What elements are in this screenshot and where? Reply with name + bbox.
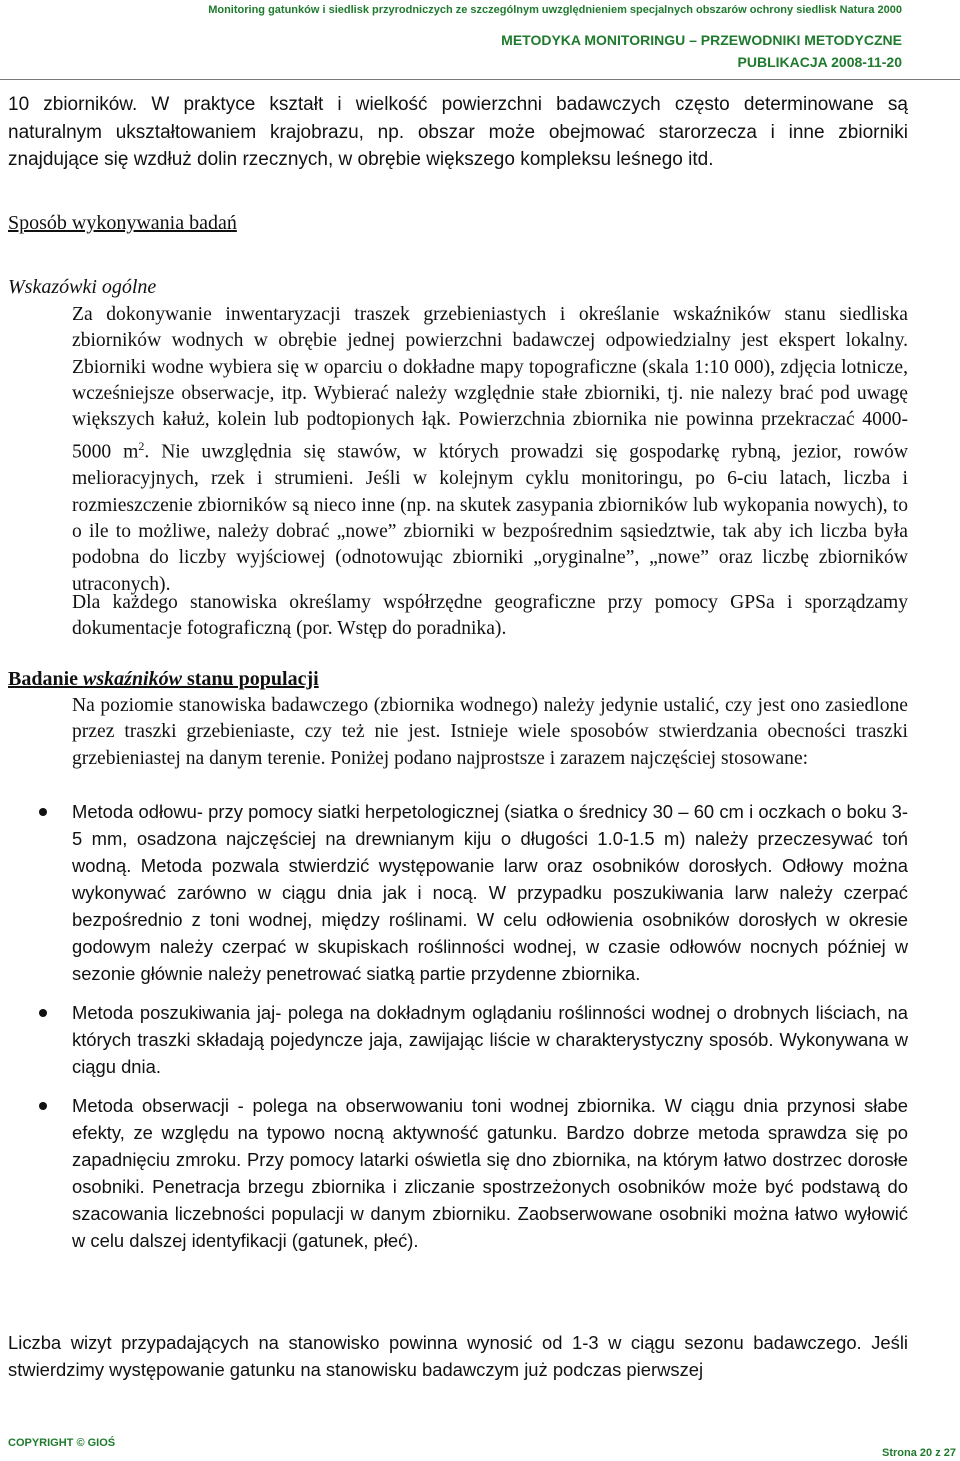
list-item	[8, 1092, 908, 1254]
footer-page-number: Strona 20 z 27	[882, 1447, 956, 1459]
header-publication-date: PUBLIKACJA 2008-11-20	[737, 54, 902, 70]
superscript-2: 2	[138, 439, 145, 454]
closing-paragraph: Liczba wizyt przypadających na stanowisko powinna wynosić od 1-3 w ciągu sezonu badawczego. Jeśli stwierdzimy występowanie gatunku na stanowisku badawczym już podczas pierwszej	[8, 1332, 908, 1380]
general-paragraph-2: Dla każdego stanowiska określamy współrzędne geograficzne przy pomocy GPSa i sporządzamy dokumentacje fotograficzną (por. Wstęp do poradnika).	[72, 592, 908, 640]
header-series-title: Monitoring gatunków i siedlisk przyrodniczych ze szczególnym uwzględnieniem specjalnych obszarów ochrony siedlisk Natura 2000	[208, 4, 902, 16]
method-text: Metoda odłowu- przy pomocy siatki herpetologicznej (siatka o średnicy 30 – 60 cm i oczkach o boku 3-5 mm, osadzona najczęściej na drewnianym kiju o długości 1.0-1.5 m) należy przeczesywać toń wodną. Metoda pozwala stwierdzić występowanie larw oraz osobników dorosłych. Odłowy można wykonywać zarówno w ciągu dnia jak i nocą. W przypadku poszukiwania larw należy czerpać bezpośrednio z toni wodnej, między roślinami. W celu odłowienia osobników dorosłych w okresie godowym należy czerpać w skupiskach roślinności wodnej, w czasie odłowów nocnych później w sezonie głównie należy penetrować siatką partie przydenne zbiornika.	[72, 801, 908, 984]
population-title-part-a: Badanie	[8, 668, 84, 690]
method-text: Metoda obserwacji - polega na obserwowaniu toni wodnej zbiornika. W ciągu dnia przynosi słabe efekty, ze względu na typowo nocną aktywność gatunku. Bardzo dobrze metoda sprawdza się po zapadnięciu zmroku. Przy pomocy latarki oświetla się dno zbiornika, na którym łatwo dostrzec dorosłe osobniki. Penetracja brzegu zbiornika i zliczanie spostrzeżonych osobników może być podstawą do szacowania liczebności populacji w danym zbiorniku. Zaobserwowane osobniki można łatwo wyłowić w celu dalszej identyfikacji (gatunek, płeć).	[72, 1095, 908, 1251]
header-guide-title: METODYKA MONITORINGU – PRZEWODNIKI METODYCZNE	[501, 32, 902, 48]
method-text: Metoda poszukiwania jaj- polega na dokładnym oglądaniu roślinności wodnej o drobnych liściach, na których traszki składają pojedyncze jaja, zawijając liście w charakterystyczny sposób. Wykonywana w ciągu dnia.	[72, 1002, 908, 1077]
methods-list	[8, 798, 908, 1266]
population-section-title	[8, 668, 319, 691]
population-paragraph: Na poziomie stanowiska badawczego (zbiornika wodnego) należy jedynie ustalić, czy jest ono zasiedlone przez traszki grzebieniaste, czy też nie jest. Istnieje wiele sposobów stwierdzania obecności traszki grzebieniastej na danym terenie. Poniżej podano najprostsze i zarazem najczęściej stosowane:	[72, 695, 908, 769]
bullet-icon	[39, 1102, 47, 1110]
footer-copyright: COPYRIGHT © GIOŚ	[8, 1437, 116, 1449]
bullet-icon	[39, 1009, 47, 1017]
header-divider	[0, 79, 960, 80]
bullet-icon	[39, 808, 47, 816]
general-paragraph-1-part-a: Za dokonywanie inwentaryzacji traszek grzebieniastych i określanie wskaźników stanu siedliska zbiorników wodnych w obrębie jednej powierzchni badawczej odpowiedzialny jest ekspert lokalny. Zbiorniki wodne wybiera się w oparciu o dokładne mapy topograficzne (skala 1:10 000), zdjęcia lotnicze, wcześniejsze obserwacje, itp. Wybierać należy względnie stałe zbiorniki, tj. nie nalezy brać pod uwagę większych kałuż, kolein lub podtopionych łąk. Powierzchnia zbiornika nie powinna przekraczać 4000-5000 m	[72, 304, 908, 464]
list-item	[8, 999, 908, 1080]
intro-paragraph: 10 zbiorników. W praktyce kształt i wielkość powierzchni badawczych często determinowane są naturalnym ukształtowaniem krajobrazu, np. obszar może obejmować starorzecza i inne zbiorniki znajdujące się wzdłuż dolin rzecznych, w obrębie większego kompleksu leśnego itd.	[8, 94, 908, 170]
subsection-title: Wskazówki ogólne	[8, 276, 157, 298]
general-paragraph-1	[8, 302, 908, 598]
population-title-part-c: stanu populacji	[181, 668, 319, 690]
list-item	[8, 798, 908, 987]
section-title: Sposób wykonywania badań	[8, 212, 237, 234]
population-title-part-b: wskaźników	[83, 668, 182, 690]
general-paragraph-1-part-b: . Nie uwzględnia się stawów, w których prowadzi się gospodarkę rybną, jezior, rowów melioracyjnych, rzek i strumieni. Jeśli w kolejnym cyklu monitoringu, po 6-ciu latach, liczba i rozmieszczenie zbiorników są nieco inne (np. na skutek zasypania zbiorników lub wykopania nowych), to o ile to możliwe, należy dobrać „nowe” zbiorniki w bezpośrednim sąsiedztwie, tak aby ich liczba była podobna do liczby wyjściowej (odnotowując zbiorniki „oryginalne”, „nowe” oraz liczbę zbiorników utraconych).	[72, 442, 909, 595]
